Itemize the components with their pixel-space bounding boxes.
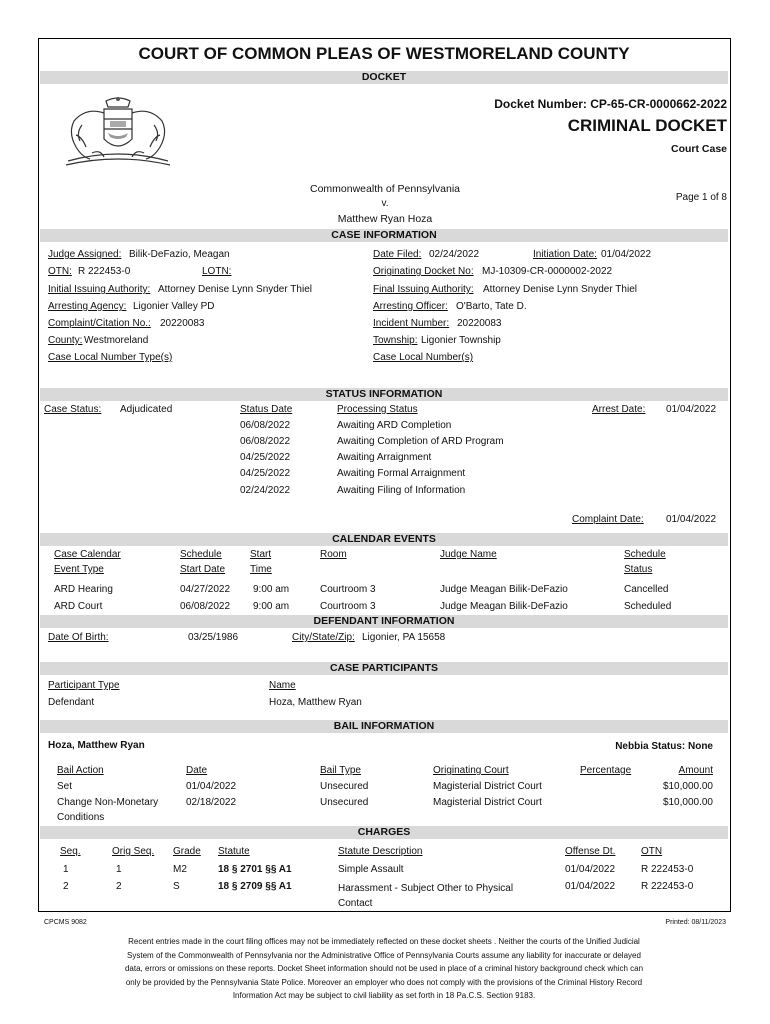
originating-docket-label: Originating Docket No: — [373, 266, 474, 277]
col-schedule-status: Status — [624, 564, 653, 575]
charge-description: Simple Assault — [338, 864, 404, 875]
judge-value: Bilik-DeFazio, Meagan — [129, 249, 230, 260]
caption-versus: v. — [381, 198, 389, 209]
col-statute-description: Statute Description — [338, 846, 423, 857]
arrest-date-value: 01/04/2022 — [666, 404, 717, 415]
judge-label: Judge Assigned: — [48, 249, 122, 260]
date-filed-value: 02/24/2022 — [429, 249, 480, 260]
charge-seq: 2 — [63, 881, 69, 892]
col-amount: Amount — [678, 765, 713, 776]
col-percentage: Percentage — [580, 765, 632, 776]
status-row-status: Awaiting Completion of ARD Program — [337, 436, 504, 447]
city-state-zip-value: Ligonier, PA 15658 — [362, 632, 446, 643]
initiation-date-label: Initiation Date: — [533, 249, 597, 260]
col-offense-date: Offense Dt. — [565, 846, 616, 857]
event-judge: Judge Meagan Bilik-DeFazio — [440, 584, 568, 595]
pennsylvania-coat-of-arms — [58, 95, 178, 173]
township-value: Ligonier Township — [421, 335, 501, 346]
event-type: ARD Hearing — [54, 584, 113, 595]
participant-type-header: Participant Type — [48, 680, 120, 691]
dob-label: Date Of Birth: — [48, 632, 109, 643]
processing-status-header: Processing Status — [337, 404, 418, 415]
arrest-date-label: Arrest Date: — [592, 404, 646, 415]
charge-offense-date: 01/04/2022 — [565, 881, 616, 892]
event-time: 9:00 am — [253, 601, 290, 612]
col-grade: Grade — [173, 846, 201, 857]
charge-otn: R 222453-0 — [641, 864, 694, 875]
bail-amount: $10,000.00 — [662, 797, 713, 808]
charge-orig-seq: 2 — [116, 881, 122, 892]
initiation-date-value: 01/04/2022 — [601, 249, 652, 260]
disclaimer-line: Information Act may be subject to civil liability as set forth in 18 Pa.C.S. Section 9183. — [232, 991, 536, 1000]
arresting-agency-value: Ligonier Valley PD — [133, 301, 215, 312]
disclaimer-line: Recent entries made in the court filing offices may not be immediately reflected on these docket sheets . Neither the courts of the Unified Judicial — [128, 937, 640, 946]
bail-amount: $10,000.00 — [662, 781, 713, 792]
lotn-label: LOTN: — [202, 266, 232, 277]
status-row-date: 06/08/2022 — [240, 436, 291, 447]
initial-authority-value: Attorney Denise Lynn Snyder Thiel — [158, 284, 312, 295]
initial-authority-label: Initial Issuing Authority: — [48, 284, 151, 295]
disclaimer — [40, 935, 728, 1003]
bail-date: 01/04/2022 — [186, 781, 237, 792]
docket-number: Docket Number: CP-65-CR-0000662-2022 — [494, 97, 727, 111]
event-room: Courtroom 3 — [320, 601, 376, 612]
col-event-type: Event Type — [54, 564, 104, 575]
charge-grade: M2 — [173, 864, 187, 875]
case-information-bar: CASE INFORMATION — [40, 229, 728, 242]
case-status-label: Case Status: — [44, 404, 102, 415]
court-title: COURT OF COMMON PLEAS OF WESTMORELAND COUNTY — [138, 44, 630, 63]
charge-description: Harassment - Subject Other to Physical — [338, 883, 514, 894]
arresting-officer-label: Arresting Officer: — [373, 301, 448, 312]
docket-bar: DOCKET — [40, 71, 728, 84]
township-label: Township: — [373, 335, 418, 346]
caption-defendant: Matthew Ryan Hoza — [337, 213, 433, 225]
status-date-header: Status Date — [240, 404, 293, 415]
col-start-date: Schedule — [180, 549, 222, 560]
status-row-date: 04/25/2022 — [240, 468, 291, 479]
col-schedule-status: Schedule — [624, 549, 666, 560]
col-bail-action: Bail Action — [57, 765, 104, 776]
arresting-officer-value: O'Barto, Tate D. — [456, 301, 527, 312]
case-status-value: Adjudicated — [120, 404, 173, 415]
charge-grade: S — [173, 881, 180, 892]
status-row-date: 04/25/2022 — [240, 452, 291, 463]
col-bail-date: Date — [186, 765, 208, 776]
bail-date: 02/18/2022 — [186, 797, 237, 808]
event-judge: Judge Meagan Bilik-DeFazio — [440, 601, 568, 612]
originating-docket-value: MJ-10309-CR-0000002-2022 — [482, 266, 613, 277]
col-event-type: Case Calendar — [54, 549, 121, 560]
event-date: 06/08/2022 — [180, 601, 231, 612]
local-number-label: Case Local Number(s) — [373, 352, 474, 363]
calendar-events-bar: CALENDAR EVENTS — [40, 533, 728, 546]
event-room: Courtroom 3 — [320, 584, 376, 595]
col-originating-court: Originating Court — [433, 765, 509, 776]
charge-orig-seq: 1 — [116, 864, 122, 875]
col-start-time: Time — [250, 564, 272, 575]
participant-type: Defendant — [48, 697, 95, 708]
status-row-date: 06/08/2022 — [240, 420, 291, 431]
bail-information-bar: BAIL INFORMATION — [40, 720, 728, 733]
event-time: 9:00 am — [253, 584, 290, 595]
county-value: Westmoreland — [84, 335, 149, 346]
status-row-date: 02/24/2022 — [240, 485, 291, 496]
col-otn: OTN — [641, 846, 663, 857]
col-bail-type: Bail Type — [320, 765, 361, 776]
charge-otn: R 222453-0 — [641, 881, 694, 892]
incident-number-value: 20220083 — [457, 318, 502, 329]
col-orig-seq: Orig Seq. — [112, 846, 155, 857]
col-room: Room — [320, 549, 347, 560]
disclaimer-line: data, errors or omissions on these reports. Docket Sheet information should not be used in place of a criminal history background check which can — [124, 964, 644, 973]
date-filed-label: Date Filed: — [373, 249, 422, 260]
participant-name: Hoza, Matthew Ryan — [269, 697, 362, 708]
bail-type: Unsecured — [320, 797, 369, 808]
criminal-docket-heading: CRIMINAL DOCKET — [567, 116, 727, 135]
charges-bar: CHARGES — [40, 826, 728, 839]
defendant-information-bar: DEFENDANT INFORMATION — [40, 615, 728, 628]
dob-value: 03/25/1986 — [188, 632, 239, 643]
county-label: County: — [48, 335, 83, 346]
col-start-date: Start Date — [180, 564, 226, 575]
charge-statute: 18 § 2701 §§ A1 — [218, 864, 292, 875]
bail-action: Set — [57, 781, 73, 792]
complaint-date-label: Complaint Date: — [572, 514, 644, 525]
local-number-type-label: Case Local Number Type(s) — [48, 352, 173, 363]
bail-court: Magisterial District Court — [433, 797, 542, 808]
page-number: Page 1 of 8 — [675, 192, 727, 203]
status-information-bar: STATUS INFORMATION — [40, 388, 728, 401]
col-start-time: Start — [250, 549, 272, 560]
status-row-status: Awaiting ARD Completion — [337, 420, 452, 431]
event-date: 04/27/2022 — [180, 584, 231, 595]
incident-number-label: Incident Number: — [373, 318, 450, 329]
final-authority-value: Attorney Denise Lynn Snyder Thiel — [483, 284, 637, 295]
complaint-date-value: 01/04/2022 — [666, 514, 717, 525]
bail-action: Change Non-Monetary — [57, 797, 159, 808]
bail-type: Unsecured — [320, 781, 369, 792]
col-judge-name: Judge Name — [440, 549, 497, 560]
printed-date: Printed: 08/11/2023 — [665, 919, 726, 926]
caption-plaintiff: Commonwealth of Pennsylvania — [310, 183, 460, 195]
status-row-status: Awaiting Formal Arraignment — [337, 468, 466, 479]
col-seq: Seq. — [60, 846, 81, 857]
otn-value: R 222453-0 — [78, 266, 131, 277]
complaint-number-label: Complaint/Citation No.: — [48, 318, 151, 329]
status-row-status: Awaiting Arraignment — [337, 452, 432, 463]
participant-name-header: Name — [269, 680, 296, 691]
event-status: Scheduled — [624, 601, 672, 612]
bail-court: Magisterial District Court — [433, 781, 542, 792]
bail-action-cont: Conditions — [57, 812, 105, 823]
city-state-zip-label: City/State/Zip: — [292, 632, 355, 643]
case-participants-bar: CASE PARTICIPANTS — [40, 662, 728, 675]
charge-offense-date: 01/04/2022 — [565, 864, 616, 875]
form-number: CPCMS 9082 — [44, 919, 87, 926]
nebbia-status: Nebbia Status: None — [615, 741, 713, 752]
col-statute: Statute — [218, 846, 250, 857]
charge-statute: 18 § 2709 §§ A1 — [218, 881, 292, 892]
bail-defendant-name: Hoza, Matthew Ryan — [48, 740, 145, 751]
arresting-agency-label: Arresting Agency: — [48, 301, 127, 312]
complaint-number-value: 20220083 — [160, 318, 205, 329]
event-type: ARD Court — [54, 601, 103, 612]
event-status: Cancelled — [624, 584, 669, 595]
charge-description-cont: Contact — [338, 898, 373, 909]
court-case-label: Court Case — [670, 143, 727, 155]
disclaimer-line: only be provided by the Pennsylvania State Police. Moreover an employer who does not comply with the provisions of the Criminal History Record — [125, 977, 643, 987]
status-row-status: Awaiting Filing of Information — [337, 485, 466, 496]
otn-label: OTN: — [48, 266, 72, 277]
charge-seq: 1 — [63, 864, 69, 875]
final-authority-label: Final Issuing Authority: — [373, 284, 474, 295]
disclaimer-line: System of the Commonwealth of Pennsylvania nor the Administrative Office of Pennsylvania Courts assume any liability for inaccurate or delayed — [127, 950, 641, 960]
